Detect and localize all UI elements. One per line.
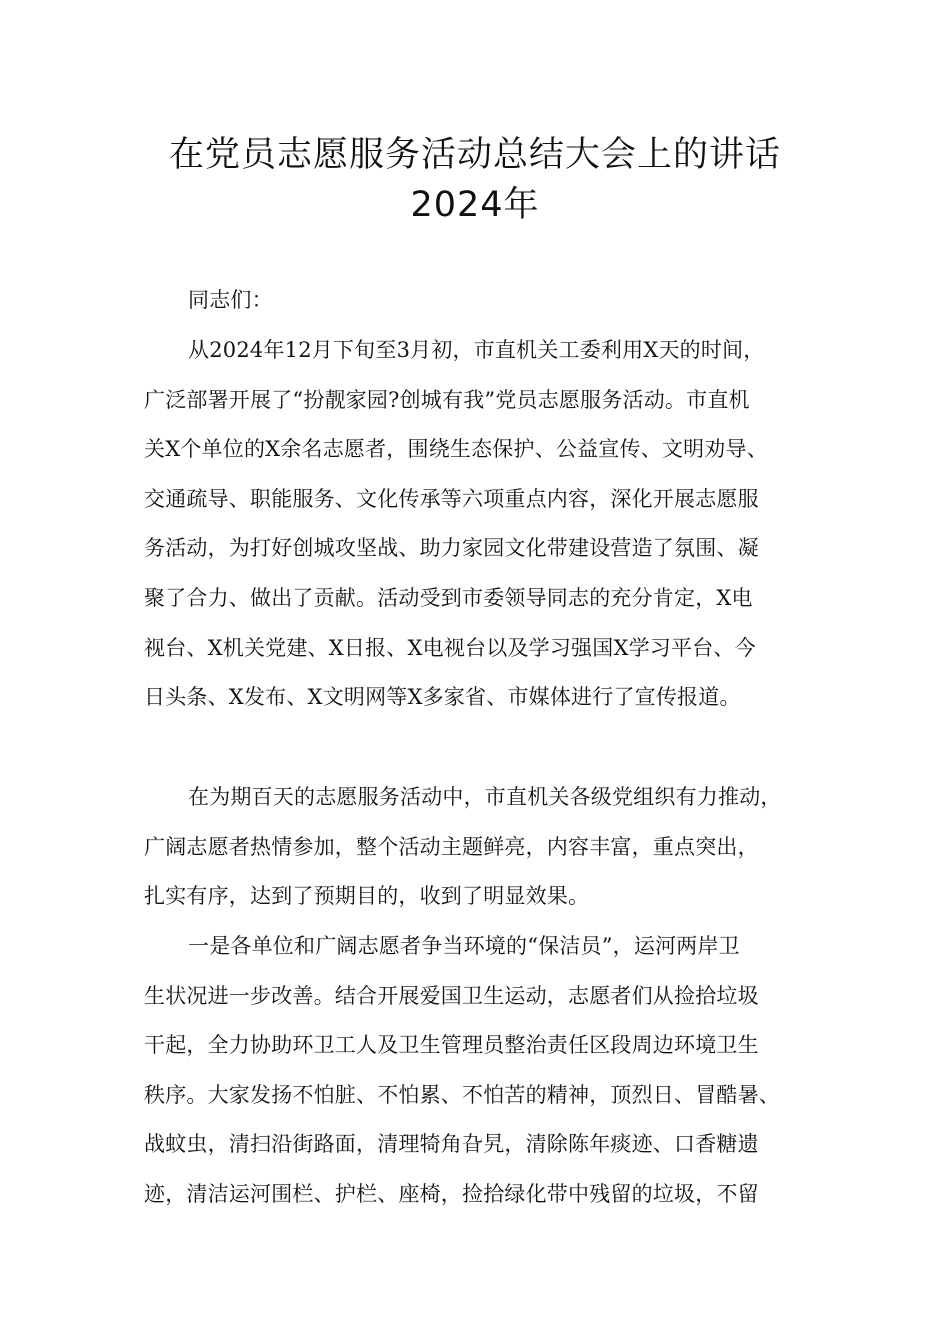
paragraph-line: 日头条、X发布、X文明网等X多家省、市媒体进行了宣传报道。 <box>144 685 741 710</box>
salutation <box>144 276 834 326</box>
paragraph-line: 广阔志愿者热情参加，整个活动主题鲜亮，内容丰富，重点突出， <box>144 834 759 859</box>
paragraph-line: 务活动，为打好创城攻坚战、助力家园文化带建设营造了氛围、凝 <box>144 536 759 561</box>
document-title: 在党员志愿服务活动总结大会上的讲话 <box>168 135 781 175</box>
paragraph-line: 一是各单位和广阔志愿者争当环境的“保洁员”，运河两岸卫 <box>188 934 740 958</box>
paragraph-line: 视台、X机关党建、X日报、X电视台以及学习强国X学习平台、今 <box>144 635 756 660</box>
paragraph-line: 聚了合力、做出了贡献。活动受到市委领导同志的充分肯定，X电 <box>144 585 753 610</box>
paragraph-line: 在为期百天的志愿服务活动中，市直机关各级党组织有力推动， <box>188 785 782 809</box>
paragraph-line: 生状况进一步改善。结合开展爱国卫生运动，志愿者们从捡拾垃圾 <box>144 983 759 1008</box>
paragraph-line: 交通疏导、职能服务、文化传承等六项重点内容，深化开展志愿服 <box>144 486 759 511</box>
paragraph-line: 从2024年12月下旬至3月初，市直机关工委利用X天的时间， <box>188 338 765 362</box>
salutation-text: 同志们： <box>188 288 273 312</box>
paragraph-3 <box>144 922 834 1220</box>
paragraph-line: 扎实有序，达到了预期目的，收到了明显效果。 <box>144 884 590 909</box>
paragraph-1 <box>144 326 834 723</box>
document-title-year: 2024年 <box>410 185 540 225</box>
paragraph-line: 战蚊虫，清扫沿街路面，清理犄角旮旯，清除陈年痰迹、口香糖遗 <box>144 1132 759 1157</box>
paragraph-2 <box>144 773 834 922</box>
paragraph-line: 关X个单位的X余名志愿者，围绕生态保护、公益宣传、文明劝导、 <box>144 437 768 462</box>
paragraph-line: 秩序。大家发扬不怕脏、不怕累、不怕苦的精神，顶烈日、冒酷暑、 <box>144 1082 780 1107</box>
paragraph-line: 广泛部署开展了“扮靓家园?创城有我”党员志愿服务活动。市直机 <box>144 387 750 412</box>
paragraph-line: 迹，清洁运河围栏、护栏、座椅，捡拾绿化带中残留的垃圾，不留 <box>144 1181 759 1206</box>
paragraph-line: 干起，全力协助环卫工人及卫生管理员整治责任区段周边环境卫生 <box>144 1033 759 1058</box>
